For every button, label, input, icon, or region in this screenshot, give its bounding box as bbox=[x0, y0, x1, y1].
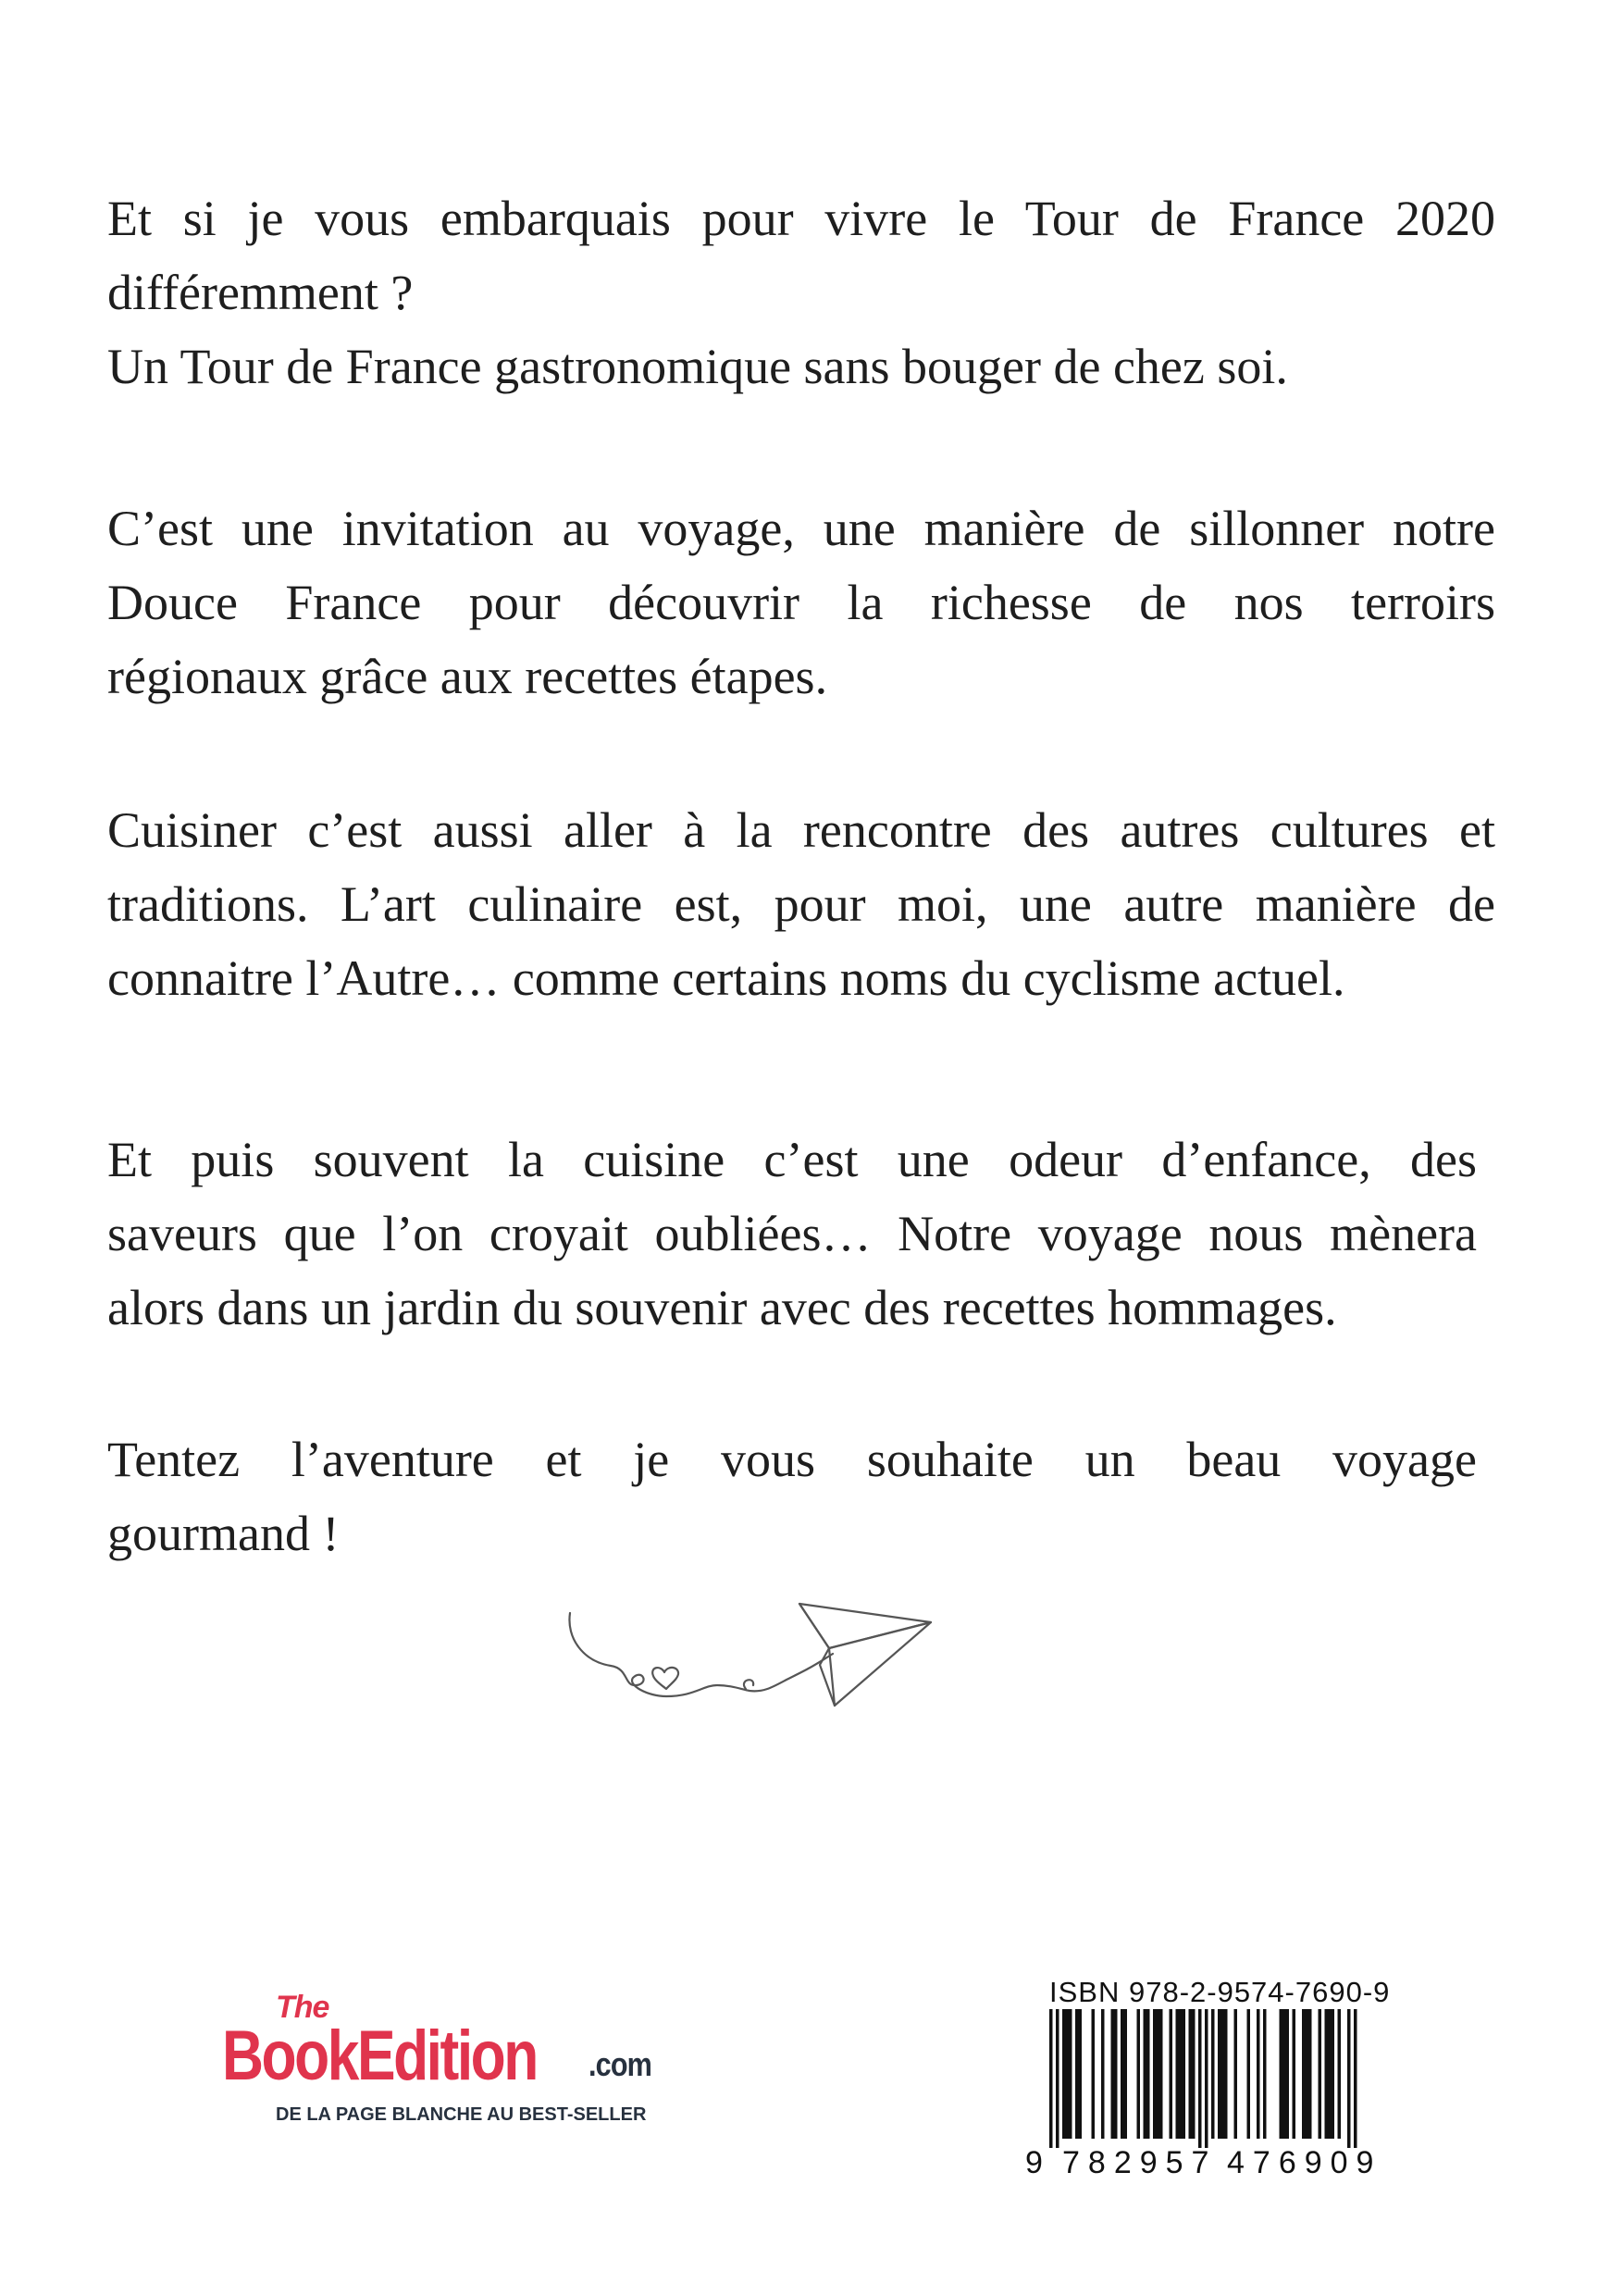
barcode-bar bbox=[1263, 2009, 1267, 2139]
text-line: alors dans un jardin du souvenir avec des recettes hommages. bbox=[107, 1280, 1337, 1335]
barcode-bar bbox=[1280, 2009, 1283, 2139]
text-line: connaitre l’Autre… comme certains noms du cyclisme actuel. bbox=[107, 950, 1345, 1006]
bookedition-logo bbox=[222, 1990, 666, 2147]
barcode-bar bbox=[1092, 2009, 1096, 2139]
text-line: gourmand ! bbox=[107, 1506, 340, 1561]
logo-tagline: DE LA PAGE BLANCHE AU BEST-SELLER bbox=[276, 2104, 647, 2125]
isbn-label: ISBN 978-2-9574-7690-9 bbox=[1049, 1976, 1391, 2008]
text-line: Douce France pour découvrir la richesse de nos terroirs bbox=[107, 575, 1495, 630]
barcode-bar bbox=[1176, 2009, 1180, 2139]
barcode-bar bbox=[1286, 2009, 1290, 2139]
text-line: traditions. L’art culinaire est, pour moi, une autre manière de bbox=[107, 876, 1495, 932]
barcode-bar bbox=[1338, 2009, 1342, 2139]
barcode-bar bbox=[1211, 2009, 1215, 2139]
barcode-right-digits: 476909 bbox=[1227, 2145, 1382, 2180]
cuisine-paragraph bbox=[107, 793, 1495, 1015]
logo-main-text: BookEdition bbox=[222, 2017, 537, 2095]
barcode-bar bbox=[1293, 2009, 1296, 2139]
barcode-bar bbox=[1319, 2009, 1322, 2139]
barcode-bar bbox=[1257, 2009, 1260, 2139]
barcode-bar bbox=[1146, 2009, 1150, 2139]
barcode-bar bbox=[1111, 2009, 1115, 2139]
intro-paragraph bbox=[107, 181, 1495, 403]
barcode-bar bbox=[1325, 2009, 1329, 2139]
barcode-bar bbox=[1075, 2009, 1079, 2139]
barcode-bar bbox=[1332, 2009, 1335, 2139]
text-line: Et si je vous embarquais pour vivre le Tour de France 2020 bbox=[107, 191, 1495, 246]
barcode-bar bbox=[1153, 2009, 1157, 2139]
barcode-bar bbox=[1114, 2009, 1118, 2139]
barcode-bar bbox=[1056, 2009, 1059, 2148]
barcode-bar bbox=[1189, 2009, 1193, 2139]
barcode-bar bbox=[1308, 2009, 1312, 2139]
barcode-bar bbox=[1144, 2009, 1147, 2139]
barcode-bar bbox=[1247, 2009, 1251, 2139]
barcode-bar bbox=[1124, 2009, 1128, 2139]
barcode-bar bbox=[1221, 2009, 1225, 2139]
text-line: Cuisiner c’est aussi aller à la rencontre des autres cultures et bbox=[107, 802, 1495, 858]
text-line: saveurs que l’on croyait oubliées… Notre voyage nous mènera bbox=[107, 1206, 1477, 1261]
text-line: différemment ? bbox=[107, 265, 414, 320]
childhood-paragraph bbox=[107, 1123, 1477, 1345]
logo-the-text: The bbox=[276, 1990, 329, 2025]
invitation-paragraph bbox=[107, 491, 1495, 714]
barcode-bar bbox=[1306, 2009, 1309, 2139]
text-line: Et puis souvent la cuisine c’est une odeur d’enfance, des bbox=[107, 1132, 1477, 1187]
barcode-bar bbox=[1347, 2009, 1351, 2148]
barcode-bar bbox=[1066, 2009, 1070, 2139]
barcode-bar bbox=[1205, 2009, 1208, 2148]
barcode-bar bbox=[1101, 2009, 1105, 2139]
barcode-bar bbox=[1354, 2009, 1357, 2148]
barcode-bar bbox=[1302, 2009, 1306, 2139]
barcode-bar bbox=[1183, 2009, 1186, 2139]
barcode-bar bbox=[1192, 2009, 1196, 2139]
barcode-bar bbox=[1079, 2009, 1083, 2139]
barcode-bar bbox=[1198, 2009, 1202, 2148]
barcode-bar bbox=[1170, 2009, 1173, 2139]
barcode-bar bbox=[1218, 2009, 1221, 2139]
barcode-first-digit: 9 bbox=[1025, 2145, 1043, 2180]
barcode-bar bbox=[1179, 2009, 1183, 2139]
barcode-left-digits: 782957 bbox=[1062, 2145, 1218, 2180]
barcode-bar bbox=[1049, 2009, 1053, 2148]
barcode-bar bbox=[1121, 2009, 1124, 2139]
barcode-bar bbox=[1137, 2009, 1141, 2139]
barcode-bar bbox=[1282, 2009, 1286, 2139]
barcode-bar bbox=[1159, 2009, 1163, 2139]
barcode-bar bbox=[1328, 2009, 1332, 2139]
closing-paragraph bbox=[107, 1422, 1477, 1570]
logo-com-text: .com bbox=[588, 2045, 652, 2083]
barcode-bar bbox=[1224, 2009, 1228, 2139]
text-line: Un Tour de France gastronomique sans bouger de chez soi. bbox=[107, 339, 1288, 394]
text-line: Tentez l’aventure et je vous souhaite un beau voyage bbox=[107, 1432, 1477, 1487]
barcode-bar bbox=[1062, 2009, 1066, 2139]
barcode-bar bbox=[1234, 2009, 1238, 2139]
barcode-bar bbox=[1069, 2009, 1072, 2139]
text-line: C’est une invitation au voyage, une manière de sillonner notre bbox=[107, 501, 1495, 556]
barcode-bar bbox=[1157, 2009, 1160, 2139]
text-line: régionaux grâce aux recettes étapes. bbox=[107, 649, 828, 704]
barcode-bars bbox=[1025, 2009, 1400, 2148]
isbn-barcode bbox=[1025, 1976, 1400, 2193]
paper-plane-icon bbox=[564, 1596, 935, 1726]
